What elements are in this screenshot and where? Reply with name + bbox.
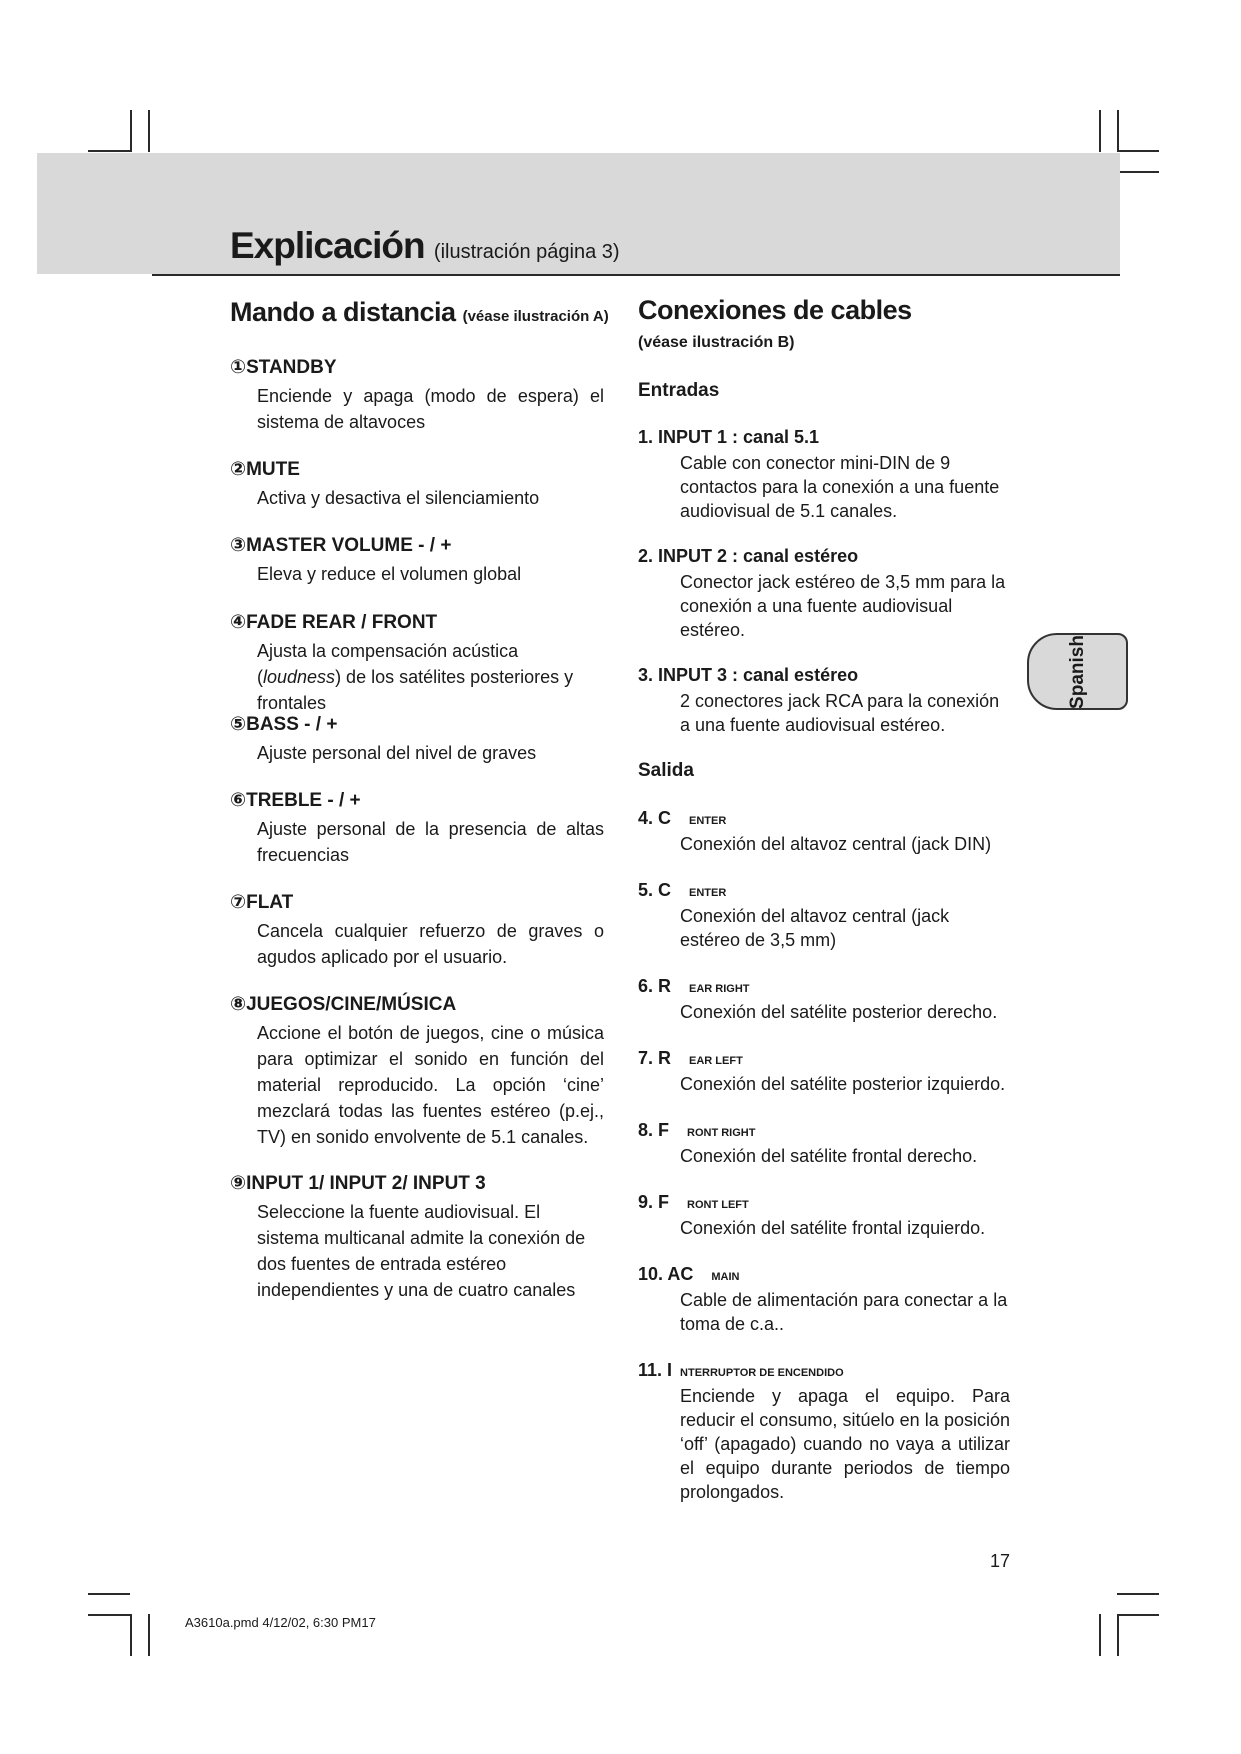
input-3-head: 3. INPUT 3 : canal estéreo (638, 665, 859, 685)
remote-item-flat-desc: Cancela cualquier refuerzo de graves o agudos aplicado por el usuario. (257, 921, 604, 967)
output-label: NTERRUPTOR DE ENCENDIDO (680, 1367, 844, 1379)
output-number: 4. C (638, 808, 672, 828)
remote-item-mute-desc: Activa y desactiva el silenciamiento (257, 488, 540, 508)
item-number: ① (230, 357, 247, 378)
crop-mark (1117, 150, 1159, 152)
item-number: ⑧ (230, 994, 247, 1015)
item-number: ④ (230, 612, 247, 633)
item-number: ⑦ (230, 892, 247, 913)
remote-item-input-desc: Seleccione la fuente audiovisual. El sistema multicanal admite la conexión de dos fuentes de entrada estéreo independientes y una de cuatro canales (257, 1202, 586, 1300)
desc-italic: loudness (263, 667, 336, 687)
output-4-head (638, 808, 726, 829)
output-8-desc: Conexión del satélite frontal derecho. (680, 1146, 978, 1166)
output-11-head (638, 1360, 844, 1381)
output-label: RONT RIGHT (687, 1127, 756, 1139)
item-label: TREBLE - / + (246, 790, 361, 811)
output-label: MAIN (711, 1271, 740, 1283)
item-label: FADE REAR / FRONT (246, 612, 438, 633)
output-9-desc: Conexión del satélite frontal izquierdo. (680, 1218, 986, 1238)
item-label: MUTE (246, 459, 300, 480)
output-label: EAR RIGHT (689, 983, 750, 995)
remote-item-treble-desc: Ajuste personal de la presencia de altas frecuencias (257, 819, 604, 865)
output-label: ENTER (689, 815, 727, 827)
connections-heading-note: (véase ilustración B) (638, 334, 795, 351)
item-label: MASTER VOLUME - / + (246, 535, 452, 556)
remote-item-mute-label (230, 458, 300, 481)
print-footer: A3610a.pmd 4/12/02, 6:30 PM17 (185, 1615, 376, 1630)
item-label: FLAT (246, 892, 294, 913)
crop-mark (1117, 1593, 1159, 1595)
desc-text: ) de los satélites posteriores y frontales (257, 667, 574, 713)
crop-mark (148, 1614, 150, 1656)
output-4-desc: Conexión del altavoz central (jack DIN) (680, 834, 992, 854)
page-title (230, 225, 620, 267)
remote-item-bass-label (230, 713, 337, 736)
output-label: ENTER (689, 887, 727, 899)
crop-mark (88, 1614, 130, 1616)
remote-item-juegos-desc: Accione el botón de juegos, cine o música para optimizar el sonido en función del material reproducido. La opción ‘cine’ mezclará todas las fuentes estéreo (p.ej., TV) en sonido envolvente de 5.1 canales. (257, 1023, 604, 1147)
input-2-head: 2. INPUT 2 : canal estéreo (638, 546, 859, 566)
output-number: 10. AC (638, 1264, 694, 1284)
remote-item-standby-label (230, 356, 337, 379)
item-label: JUEGOS/CINE/MÚSICA (246, 994, 457, 1015)
header-rule (152, 274, 1120, 276)
remote-item-bass-desc: Ajuste personal del nivel de graves (257, 743, 537, 763)
crop-mark (1099, 110, 1101, 152)
item-label: INPUT 1/ INPUT 2/ INPUT 3 (246, 1173, 486, 1194)
connections-heading: Conexiones de cables (638, 295, 912, 325)
remote-heading-text: Mando a distancia (230, 297, 456, 327)
remote-item-treble-label (230, 789, 361, 812)
output-5-head (638, 880, 726, 901)
remote-item-fade-label (230, 611, 437, 634)
item-number: ⑨ (230, 1173, 247, 1194)
crop-mark (130, 1614, 132, 1656)
crop-mark (88, 1593, 130, 1595)
desc-text: Ajusta la compensación acústica ( (257, 641, 519, 687)
input-1-head: 1. INPUT 1 : canal 5.1 (638, 427, 820, 447)
item-number: ③ (230, 535, 247, 556)
item-label: BASS - / + (246, 714, 338, 735)
input-2-desc: Conector jack estéreo de 3,5 mm para la conexión a una fuente audiovisual estéreo. (680, 572, 1006, 640)
remote-item-flat-label (230, 891, 293, 914)
crop-mark (1117, 110, 1119, 152)
crop-mark (1117, 171, 1159, 173)
remote-item-standby-desc: Enciende y apaga (modo de espera) el sistema de altavoces (257, 386, 604, 432)
output-number: 7. R (638, 1048, 672, 1068)
remote-item-fade-desc (257, 638, 604, 716)
crop-mark (88, 150, 130, 152)
crop-mark (1117, 1614, 1119, 1656)
page-number: 17 (990, 1551, 1011, 1571)
output-number: 8. F (638, 1120, 670, 1140)
crop-mark (148, 110, 150, 152)
output-label: EAR LEFT (689, 1055, 743, 1067)
item-number: ⑤ (230, 714, 247, 735)
output-section-label: Salida (638, 760, 694, 781)
remote-item-input-label (230, 1172, 486, 1195)
output-10-desc: Cable de alimentación para conectar a la toma de c.a.. (680, 1290, 1008, 1334)
output-7-desc: Conexión del satélite posterior izquierdo. (680, 1074, 1006, 1094)
output-label: RONT LEFT (687, 1199, 749, 1211)
output-5-desc: Conexión del altavoz central (jack estéreo de 3,5 mm) (680, 906, 950, 950)
language-tab-label-wrap (1027, 633, 1128, 710)
remote-heading-note: (véase ilustración A) (462, 308, 609, 325)
output-number: 5. C (638, 880, 672, 900)
item-label: STANDBY (246, 357, 337, 378)
input-3-desc: 2 conectores jack RCA para la conexión a una fuente audiovisual estéreo. (680, 691, 1000, 735)
output-8-head (638, 1120, 755, 1141)
output-10-head (638, 1264, 739, 1285)
crop-mark (1099, 1614, 1101, 1656)
crop-mark (1117, 1614, 1159, 1616)
output-number: 6. R (638, 976, 672, 996)
output-number: 9. F (638, 1192, 670, 1212)
output-6-desc: Conexión del satélite posterior derecho. (680, 1002, 998, 1022)
crop-mark (130, 110, 132, 152)
language-tab-label: Spanish (1066, 634, 1088, 709)
item-number: ② (230, 459, 247, 480)
output-6-head (638, 976, 750, 997)
output-11-desc: Enciende y apaga el equipo. Para reducir el consumo, sitúelo en la posición ‘off’ (apagado) cuando no vaya a utilizar el equipo durante periodos de tiempo prolongados. (680, 1386, 1010, 1502)
input-1-desc: Cable con conector mini-DIN de 9 contactos para la conexión a una fuente audiovisual de 5.1 canales. (680, 453, 1000, 521)
remote-item-volume-desc: Eleva y reduce el volumen global (257, 564, 522, 584)
page-title-text: Explicación (230, 225, 425, 266)
output-9-head (638, 1192, 749, 1213)
remote-item-volume-label (230, 534, 451, 557)
page-title-note: (ilustración página 3) (433, 241, 620, 263)
inputs-section-label: Entradas (638, 380, 720, 401)
output-number: 11. I (638, 1360, 673, 1380)
item-number: ⑥ (230, 790, 247, 811)
output-7-head (638, 1048, 743, 1069)
remote-item-juegos-label (230, 993, 456, 1016)
remote-heading (230, 297, 609, 328)
